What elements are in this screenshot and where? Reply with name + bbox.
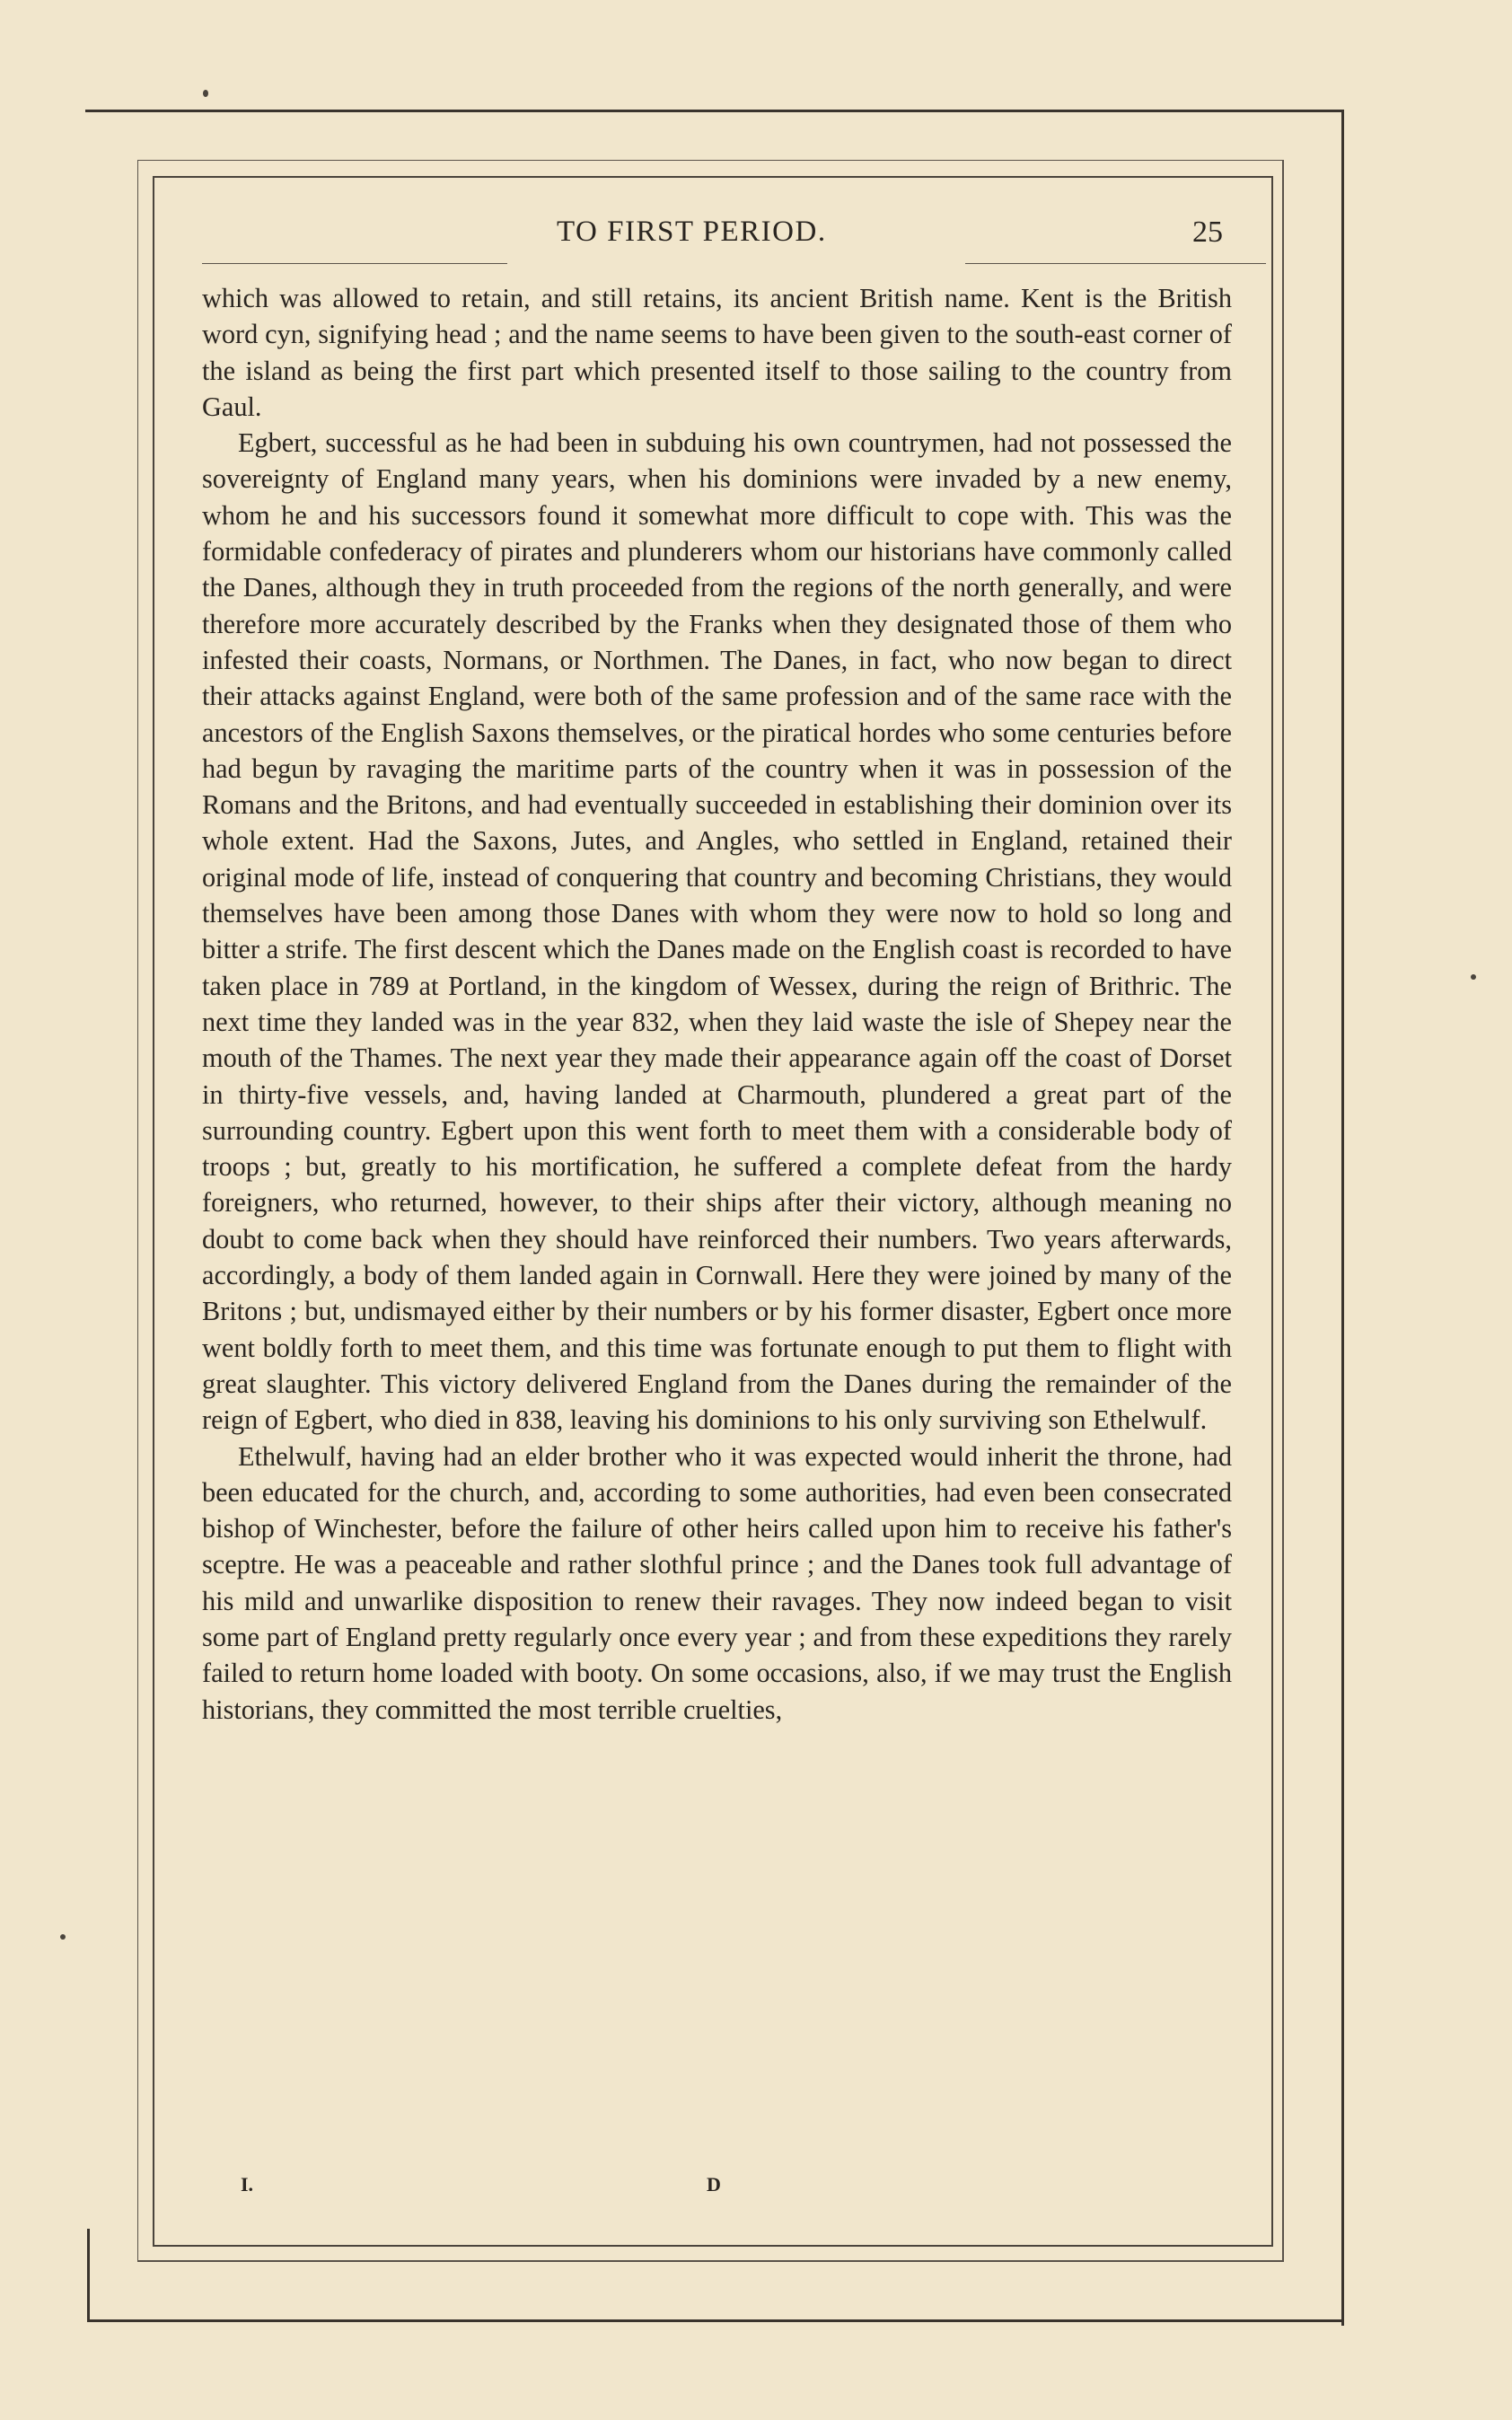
ink-speck xyxy=(203,90,208,97)
page-number: 25 xyxy=(1192,216,1223,249)
paragraph: Egbert, successful as he had been in subduing his own countrymen, had not possessed the sovereignty of England many years, when his dominions were invaded by a new enemy, whom he and his successors found it somewhat more difficult to cope with. This was the formidable confederacy of pirates and plunderers whom our historians have commonly called the Danes, although they in truth proceeded from the regions of the north generally, and were therefore more accurately described by the Franks when they designated those of them who infested their coasts, Normans, or Northmen. The Danes, in fact, who now began to direct their attacks against England, were both of the same profession and of the same race with the ancestors of the English Saxons themselves, or the piratical hordes who some centuries before had begun by ravaging the maritime parts of the country when it was in possession of the Romans and the Britons, and had eventually succeeded in establishing their dominion over its whole extent. Had the Saxons, Jutes, and Angles, who settled in England, retained their original mode of life, instead of conquering that country and becoming Christians, they would themselves have been among those Danes with whom they were now to hold so long and bitter a strife. The first descent which the Danes made on the English coast is recorded to have taken place in 789 at Portland, in the kingdom of Wessex, during the reign of Brithric. The next time they landed was in the year 832, when they laid waste the isle of Shepey near the mouth of the Thames. The next year they made their appearance again off the coast of Dorset in thirty-five vessels, and, having landed at Charmouth, plundered a great part of the surrounding country. Egbert upon this went forth to meet them with a considerable body of troops ; but, greatly to his mortification, he suffered a complete defeat from the hardy foreigners, who returned, however, to their ships after their victory, although meaning no doubt to come back when they should have reinforced their numbers. Two years afterwards, accordingly, a body of them landed again in Cornwall. Here they were joined by many of the Britons ; but, undismayed either by their numbers or by his former disaster, Egbert once more went boldly forth to meet them, and this time was fortunate enough to put them to flight with great slaughter. This victory delivered England from the Danes during the remainder of the reign of Egbert, who died in 838, leaving his dominions to his only surviving son Ethelwulf. xyxy=(202,427,1232,1436)
header-rule-right xyxy=(965,263,1266,264)
paragraph: Ethelwulf, having had an elder brother who it was expected would inherit the throne, had been educated for the church, and, according to some authorities, had even been consecrated bishop of Winchester, before the failure of other heirs called upon him to receive his father's sceptre. He was a peaceable and rather slothful prince ; and the Danes took full advantage of his mild and unwarlike disposition to renew their ravages. They now indeed began to visit some part of England pretty regularly once every year ; and from these expeditions they rarely failed to return home loaded with booty. On some occasions, also, if we may trust the English historians, they committed the most terrible cruelties, xyxy=(202,1440,1232,1725)
paragraph: which was allowed to retain, and still retains, its ancient British name. Kent is the British word cyn, signifying head ; and the name seems to have been given to the south-east corner of the island as being the first part which presented itself to those sailing to the country from Gaul. xyxy=(202,283,1232,422)
header-rule-left xyxy=(202,263,507,264)
outer-bottom-rule xyxy=(87,2319,1344,2322)
outer-left-rule xyxy=(87,2229,90,2320)
body-text xyxy=(202,280,1232,1728)
ink-speck xyxy=(1471,974,1476,980)
ink-speck xyxy=(60,1934,66,1940)
signature-letter: D xyxy=(707,2173,721,2196)
outer-right-rule xyxy=(1341,110,1344,2326)
outer-top-rule xyxy=(85,110,1344,112)
running-head: TO FIRST PERIOD. xyxy=(557,216,827,248)
volume-mark: I. xyxy=(241,2173,254,2196)
